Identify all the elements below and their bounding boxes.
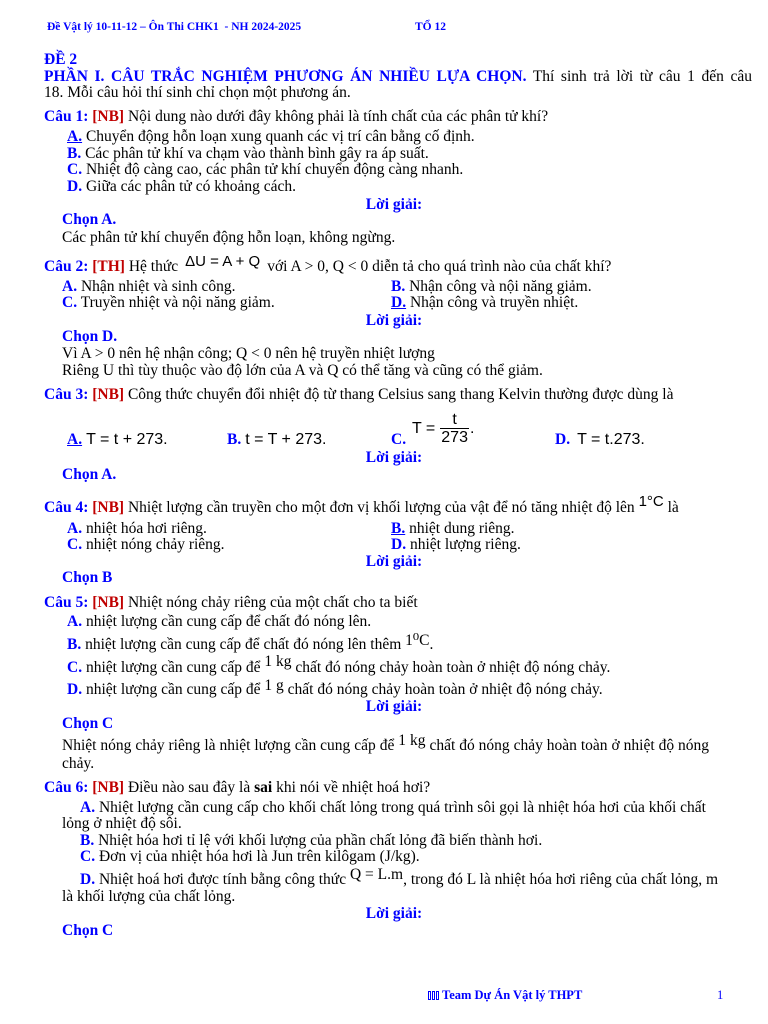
option-letter: D. [67,681,83,698]
formula: Q = L.m [349,866,404,883]
option-text: Các phân tử khí va chạm vào thành bình gây ra áp suất. [85,145,429,162]
formula-lhs: T = [412,420,436,437]
option-text-after: chất đó nóng chảy hoàn toàn ở nhiệt độ nóng chảy. [287,681,603,698]
option-text: nhiệt hóa hơi riêng. [85,520,207,537]
question-3-option-c-formula [412,411,474,446]
option-text: nhiệt lượng cần cung cấp để chất đó nóng lên. [85,613,372,630]
question-3-option-a [67,431,168,448]
part-heading-line [44,68,752,85]
question-4-option-d [391,536,521,553]
question-4-option-a [67,520,207,537]
question-5-option-d [67,677,603,698]
question-4-stem [44,493,679,516]
document-header-title: Đề Vật lý 10-11-12 – Ôn Thi CHK1 - NH 2024-2025 [47,21,302,33]
question-6-option-c [80,848,420,865]
option-text: Nhận công và truyền nhiệt. [409,294,579,311]
question-5-option-a [67,613,371,630]
option-letter: B. [391,520,406,537]
question-1-option-d [67,178,296,195]
solution-explanation: Các phân tử khí chuyển động hỗn loạn, không ngừng. [62,229,396,246]
option-letter: A. [67,128,83,145]
question-label: Câu 5: [44,594,89,611]
question-1-option-b [67,145,429,162]
question-6-option-b [80,832,542,849]
answer-choice: Chọn C [62,715,114,732]
question-6-stem [44,779,430,796]
question-2-option-c [62,294,275,311]
instructions-line-1: Thí sinh trả lời từ câu 1 đến câu [532,68,752,85]
explanation-text-before: Nhiệt nóng chảy riêng là nhiệt lượng cần cung cấp để [62,737,395,754]
question-text-before: Điều nào sau đây là [127,779,251,796]
option-letter: D. [67,178,83,195]
question-text-after: là [667,499,679,516]
answer-choice: Chọn A. [62,466,117,483]
option-text-before: Nhiệt hoá hơi được tính bằng công thức [98,871,347,888]
formula-tail: . [469,420,475,437]
question-text: Nhiệt nóng chảy riêng của một chất cho ta biết [127,594,418,611]
explanation-text-after: chất đó nóng chảy hoàn toàn ở nhiệt độ nóng [429,737,710,754]
option-text: nhiệt lượng riêng. [409,536,521,553]
question-text-after: với A > 0, Q < 0 diễn tả cho quá trình nào của chất khí? [267,258,612,275]
option-text: nhiệt nóng chảy riêng. [85,536,225,553]
fraction [440,411,469,446]
question-emphasis: sai [254,779,273,796]
part-title: PHẦN I. CÂU TRẮC NGHIỆM PHƯƠNG ÁN NHIỀU LỰA CHỌN. [44,68,527,85]
question-label: Câu 1: [44,108,89,125]
solution-heading: Lời giải: [365,449,423,466]
option-text-before: nhiệt lượng cần cung cấp để [85,659,261,676]
option-text: nhiệt dung riêng. [409,520,515,537]
option-text: Nhiệt độ càng cao, các phân tử khí chuyển động càng nhanh. [85,161,464,178]
question-6-option-a [80,799,706,816]
question-text: Nội dung nào dưới đây không phải là tính chất của các phân tử khí? [127,108,549,125]
difficulty-tag: [NB] [92,779,125,796]
option-text-after: , trong đó L là nhiệt hóa hơi riêng của chất lỏng, m [403,871,719,888]
option-text-after: chất đó nóng chảy hoàn toàn ở nhiệt độ nóng chảy. [295,659,611,676]
option-letter: D. [391,536,407,553]
footer-credit [428,988,582,1004]
footer-team-name: Team Dự Án Vật lý THPT [442,988,583,1002]
option-letter: C. [80,848,96,865]
solution-heading: Lời giải: [365,312,423,329]
option-text: Nhiệt lượng cần cung cấp cho khối chất lỏng trong quá trình sôi gọi là nhiệt hóa hơi của khối chất [98,799,706,816]
question-label: Câu 6: [44,779,89,796]
option-letter: C. [67,536,83,553]
question-3-option-d [555,431,645,448]
option-text: Truyền nhiệt và nội năng giảm. [80,294,275,311]
question-label: Câu 3: [44,386,89,403]
quantity: 1 g [264,677,284,694]
question-6-option-d-continuation: là khối lượng của chất lỏng. [62,888,236,905]
question-5-stem [44,594,418,611]
option-letter: A. [62,278,78,295]
question-label: Câu 2: [44,258,89,275]
question-1-stem [44,108,548,125]
option-text-before: nhiệt lượng cần cung cấp để [85,681,261,698]
question-1-option-c [67,161,463,178]
question-text-before: Nhiệt lượng cần truyền cho một đơn vị khối lượng của vật để nó tăng nhiệt độ lên [127,499,635,516]
exam-code: ĐỀ 2 [44,51,78,68]
formula: 1°C [638,493,664,510]
solution-explanation: Riêng U thì tùy thuộc vào độ lớn của A và Q có thể tăng và cũng có thể giảm. [62,362,543,379]
option-text: Nhận công và nội năng giảm. [409,278,592,295]
difficulty-tag: [NB] [92,499,125,516]
missing-glyph-icon [428,989,440,1004]
question-1-option-a [67,128,475,145]
fraction-denominator: 273 [441,429,468,446]
question-5-option-b [67,632,434,653]
question-4-option-b [391,520,515,537]
option-letter: C. [391,431,407,448]
option-letter: B. [391,278,406,295]
option-letter: C. [67,659,83,676]
option-letter: B. [67,636,82,653]
option-text: Nhiệt hóa hơi tỉ lệ với khối lượng của phần chất lỏng đã biến thành hơi. [98,832,543,849]
question-3-option-c [391,431,406,448]
question-text-before: Hệ thức [128,258,179,275]
question-2-stem [44,253,612,275]
answer-choice: Chọn A. [62,211,117,228]
option-text: Đơn vị của nhiệt hóa hơi là Jun trên kilôgam (J/kg). [98,848,420,865]
option-text: Giữa các phân tử có khoảng cách. [85,178,296,195]
option-letter: B. [227,431,242,448]
document-header-group: TỔ 12 [415,21,446,33]
option-letter: D. [391,294,407,311]
difficulty-tag: [TH] [92,258,125,275]
difficulty-tag: [NB] [92,386,125,403]
option-letter: A. [80,799,96,816]
formula: T = t.273. [577,431,645,448]
question-text-after: khi nói về nhiệt hoá hơi? [276,779,431,796]
question-6-option-d [80,866,719,888]
solution-heading: Lời giải: [365,905,423,922]
question-2-option-b [391,278,592,295]
question-2-option-a [62,278,236,295]
quantity: 1⁰C [405,632,430,649]
page-number: 1 [717,988,724,1002]
question-label: Câu 4: [44,499,89,516]
option-letter: D. [555,431,571,448]
option-letter: B. [67,145,82,162]
option-letter: C. [62,294,78,311]
answer-choice: Chọn C [62,922,114,939]
solution-heading: Lời giải: [365,196,423,213]
option-text-after: . [429,636,434,653]
instructions-line-2: 18. Mỗi câu hỏi thí sinh chỉ chọn một phương án. [44,84,351,101]
quantity: 1 kg [264,653,292,670]
question-2-option-d [391,294,578,311]
solution-heading: Lời giải: [365,698,423,715]
formula: ΔU = A + Q [185,253,261,270]
question-3-stem [44,386,673,403]
solution-explanation [62,732,710,754]
option-letter: C. [67,161,83,178]
answer-choice: Chọn D. [62,328,118,345]
quantity: 1 kg [398,732,426,749]
option-letter: D. [80,871,96,888]
formula: t = T + 273. [245,431,327,448]
formula: T = t + 273. [86,431,168,448]
answer-choice: Chọn B [62,569,113,586]
difficulty-tag: [NB] [92,108,125,125]
solution-explanation: Vì A > 0 nên hệ nhận công; Q < 0 nên hệ truyền nhiệt lượng [62,345,435,362]
fraction-numerator: t [452,411,457,428]
option-letter: A. [67,520,83,537]
difficulty-tag: [NB] [92,594,125,611]
option-letter: A. [67,613,83,630]
question-4-option-c [67,536,225,553]
option-letter: B. [80,832,95,849]
solution-explanation-continuation: chảy. [62,755,95,772]
option-text: Nhận nhiệt và sinh công. [80,278,236,295]
solution-heading: Lời giải: [365,553,423,570]
question-text: Công thức chuyển đổi nhiệt độ từ thang Celsius sang thang Kelvin thường được dùng là [127,386,674,403]
option-text: Chuyển động hỗn loạn xung quanh các vị trí cân bằng cố định. [85,128,475,145]
question-6-option-a-continuation: lỏng ở nhiệt độ sôi. [62,815,182,832]
question-5-option-c [67,653,611,676]
option-text-before: nhiệt lượng cần cung cấp để chất đó nóng lên thêm [85,636,402,653]
question-3-option-b [227,431,326,448]
option-letter: A. [67,431,83,448]
